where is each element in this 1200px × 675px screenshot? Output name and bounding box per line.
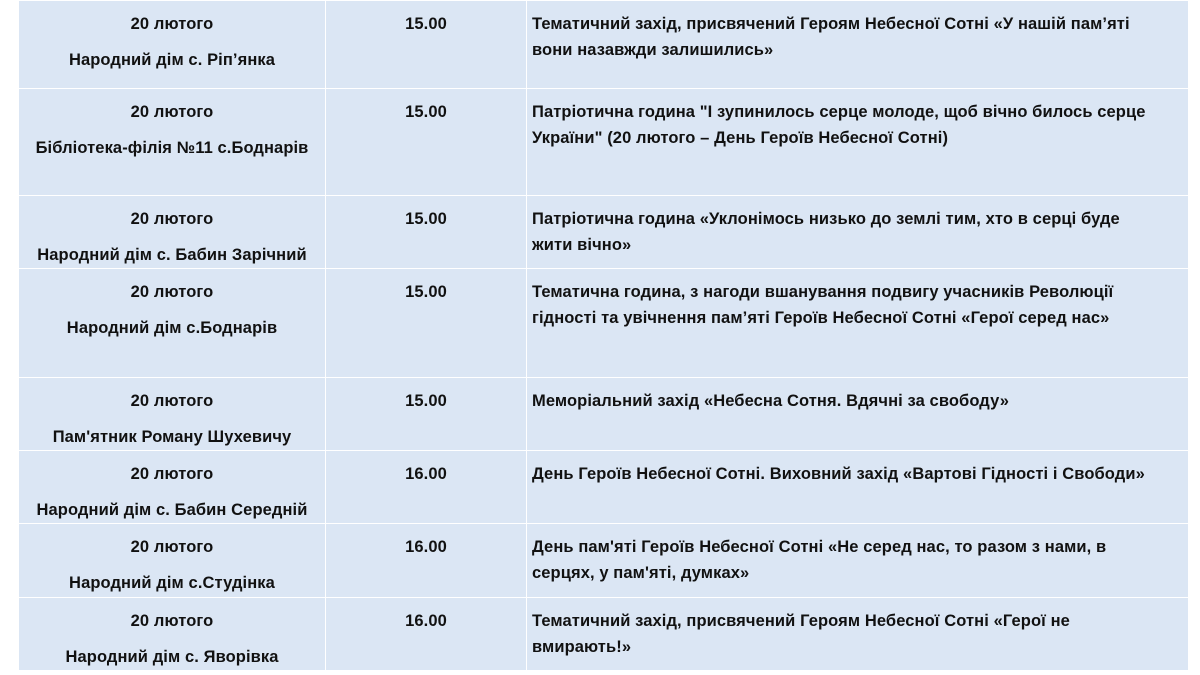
event-time: 15.00 <box>326 1 527 89</box>
date-place-cell <box>19 524 326 598</box>
table-row <box>19 1 1189 89</box>
event-date: 20 лютого <box>130 465 214 483</box>
event-date: 20 лютого <box>130 15 214 33</box>
event-date: 20 лютого <box>130 103 214 121</box>
event-venue: Бібліотека-філія №11 с.Боднарів <box>35 139 309 157</box>
table-row <box>19 524 1189 598</box>
event-time: 16.00 <box>326 451 527 524</box>
table-row <box>19 196 1189 269</box>
event-title: Тематичний захід, присвячений Героям Небесної Сотні «У нашій пам’яті вони назавжди залишились» <box>527 1 1189 89</box>
event-time: 16.00 <box>326 524 527 598</box>
event-date: 20 лютого <box>130 538 214 556</box>
event-venue: Пам'ятник Роману Шухевичу <box>52 428 292 446</box>
event-title: Патріотична година «Уклонімось низько до землі тим, хто в серці буде жити вічно» <box>527 196 1189 269</box>
events-schedule-table <box>18 0 1189 671</box>
event-date: 20 лютого <box>130 283 214 301</box>
event-time: 15.00 <box>326 269 527 378</box>
event-venue: Народний дім с. Ріп’янка <box>68 51 276 69</box>
table-row <box>19 89 1189 196</box>
event-time: 15.00 <box>326 89 527 196</box>
date-place-cell <box>19 1 326 89</box>
event-title: Тематичний захід, присвячений Героям Небесної Сотні «Герої не вмирають!» <box>527 598 1189 671</box>
event-time: 15.00 <box>326 196 527 269</box>
event-venue: Народний дім с. Бабин Середній <box>36 501 308 519</box>
event-title: День Героїв Небесної Сотні. Виховний захід «Вартові Гідності і Свободи» <box>527 451 1189 524</box>
table-row <box>19 451 1189 524</box>
date-place-cell <box>19 89 326 196</box>
event-title: Патріотична година "І зупинилось серце молоде, щоб вічно билось серце України" (20 лютого – День Героїв Небесної Сотні) <box>527 89 1189 196</box>
event-title: Меморіальний захід «Небесна Сотня. Вдячні за свободу» <box>527 378 1189 451</box>
event-date: 20 лютого <box>130 612 214 630</box>
date-place-cell <box>19 598 326 671</box>
event-date: 20 лютого <box>130 392 214 410</box>
date-place-cell <box>19 196 326 269</box>
event-venue: Народний дім с. Бабин Зарічний <box>37 246 307 264</box>
event-time: 15.00 <box>326 378 527 451</box>
table-row <box>19 598 1189 671</box>
event-venue: Народний дім с. Яворівка <box>65 648 279 666</box>
date-place-cell <box>19 269 326 378</box>
table-row <box>19 378 1189 451</box>
date-place-cell <box>19 378 326 451</box>
table-row <box>19 269 1189 378</box>
event-venue: Народний дім с.Студінка <box>69 574 275 592</box>
date-place-cell <box>19 451 326 524</box>
event-title: День пам'яті Героїв Небесної Сотні «Не серед нас, то разом з нами, в серцях, у пам'яті, думках» <box>527 524 1189 598</box>
event-venue: Народний дім с.Боднарів <box>66 319 278 337</box>
event-date: 20 лютого <box>130 210 214 228</box>
event-title: Тематична година, з нагоди вшанування подвигу учасників Революції гідності та увічнення пам’яті Героїв Небесної Сотні «Герої серед нас» <box>527 269 1189 378</box>
event-time: 16.00 <box>326 598 527 671</box>
